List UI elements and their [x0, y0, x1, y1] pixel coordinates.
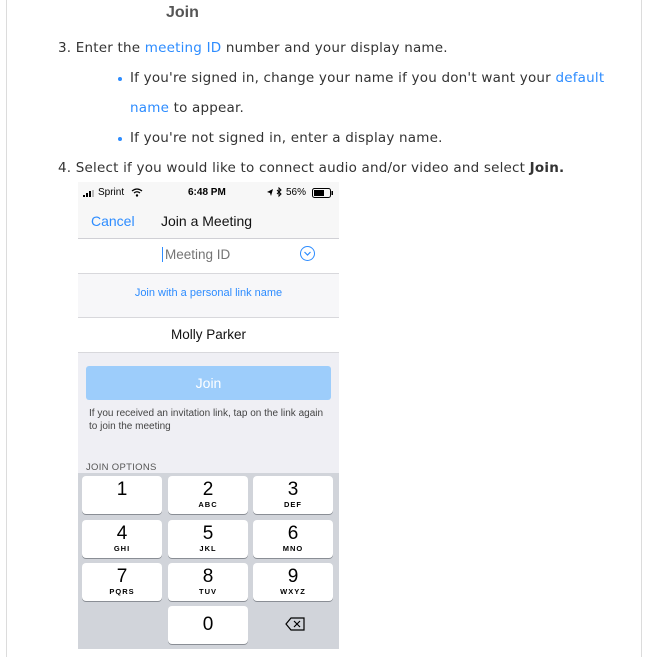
step-3: [58, 40, 448, 56]
key-8[interactable]: [168, 563, 248, 601]
meeting-id-link[interactable]: meeting ID: [144, 40, 222, 56]
default-name-link[interactable]: default: [555, 70, 605, 86]
key-number: 2: [202, 479, 214, 500]
bullet-2-text: If you're not signed in, enter a display name.: [130, 130, 443, 146]
bullet-1-line-1: [130, 70, 604, 86]
battery-label: 56%: [286, 187, 307, 198]
bullet-1-text: If you're signed in, change your name if you don't want your: [130, 70, 556, 86]
signal-icon: [83, 190, 95, 197]
join-bold: Join.: [529, 160, 565, 176]
key-letters: WXYZ: [280, 587, 306, 596]
key-number: 5: [202, 523, 214, 544]
key-5[interactable]: [168, 520, 248, 558]
bullet-1-line-2: [130, 100, 244, 116]
key-number: 0: [202, 614, 214, 635]
meeting-id-input[interactable]: [162, 247, 285, 262]
step-4: [58, 160, 564, 176]
join-button[interactable]: Join: [86, 366, 331, 400]
key-letters: JKL: [199, 544, 217, 553]
status-bar: [78, 182, 339, 204]
backspace-icon: [285, 617, 305, 631]
key-number: 3: [287, 479, 299, 500]
battery-icon: [312, 188, 334, 198]
key-6[interactable]: [253, 520, 333, 558]
key-1[interactable]: [82, 476, 162, 514]
key-4[interactable]: [82, 520, 162, 558]
nav-title: Join a Meeting: [161, 213, 253, 229]
display-name-field[interactable]: Molly Parker: [78, 318, 339, 353]
key-number: 8: [202, 566, 214, 587]
step-4-text: 4. Select if you would like to connect audio and/or video and select: [58, 160, 530, 176]
join-options-label: JOIN OPTIONS: [86, 462, 157, 473]
key-3[interactable]: [253, 476, 333, 514]
key-2[interactable]: [168, 476, 248, 514]
step-3-text-pre: 3. Enter the: [58, 40, 145, 56]
key-letters: MNO: [282, 544, 304, 553]
invitation-hint: If you received an invitation link, tap on the link again to join the meeting: [89, 408, 324, 432]
bluetooth-icon: [276, 187, 282, 198]
key-letters: DEF: [284, 500, 302, 509]
meeting-id-row: [78, 239, 339, 274]
key-letters: PQRS: [109, 587, 135, 596]
numeric-keypad: [78, 473, 339, 649]
key-7[interactable]: [82, 563, 162, 601]
time-label: 6:48 PM: [188, 187, 226, 198]
default-name-link-cont[interactable]: name: [130, 100, 170, 116]
bullet-2: [118, 137, 122, 141]
phone-screenshot: [78, 182, 339, 649]
key-number: 4: [116, 523, 128, 544]
carrier-label: Sprint: [98, 187, 125, 198]
join-heading: Join: [166, 4, 199, 21]
key-letters: TUV: [199, 587, 217, 596]
key-letters: ABC: [198, 500, 218, 509]
cancel-button[interactable]: Cancel: [91, 213, 135, 229]
bullet-1-text-end: to appear.: [169, 100, 245, 116]
step-3-text-post: number and your display name.: [221, 40, 448, 56]
bullet-1: [118, 77, 122, 81]
personal-link-button[interactable]: Join with a personal link name: [78, 274, 339, 318]
chevron-down-circle-icon[interactable]: [300, 246, 315, 261]
key-9[interactable]: [253, 563, 333, 601]
nav-bar: [78, 204, 339, 239]
key-number: 6: [287, 523, 299, 544]
wifi-icon: [131, 188, 143, 197]
key-number: 7: [116, 566, 128, 587]
location-arrow-icon: [266, 188, 274, 197]
key-number: 1: [116, 479, 128, 500]
key-number: 9: [287, 566, 299, 587]
key-0[interactable]: [168, 606, 248, 644]
key-letters: GHI: [113, 544, 131, 553]
delete-key[interactable]: [253, 606, 333, 644]
